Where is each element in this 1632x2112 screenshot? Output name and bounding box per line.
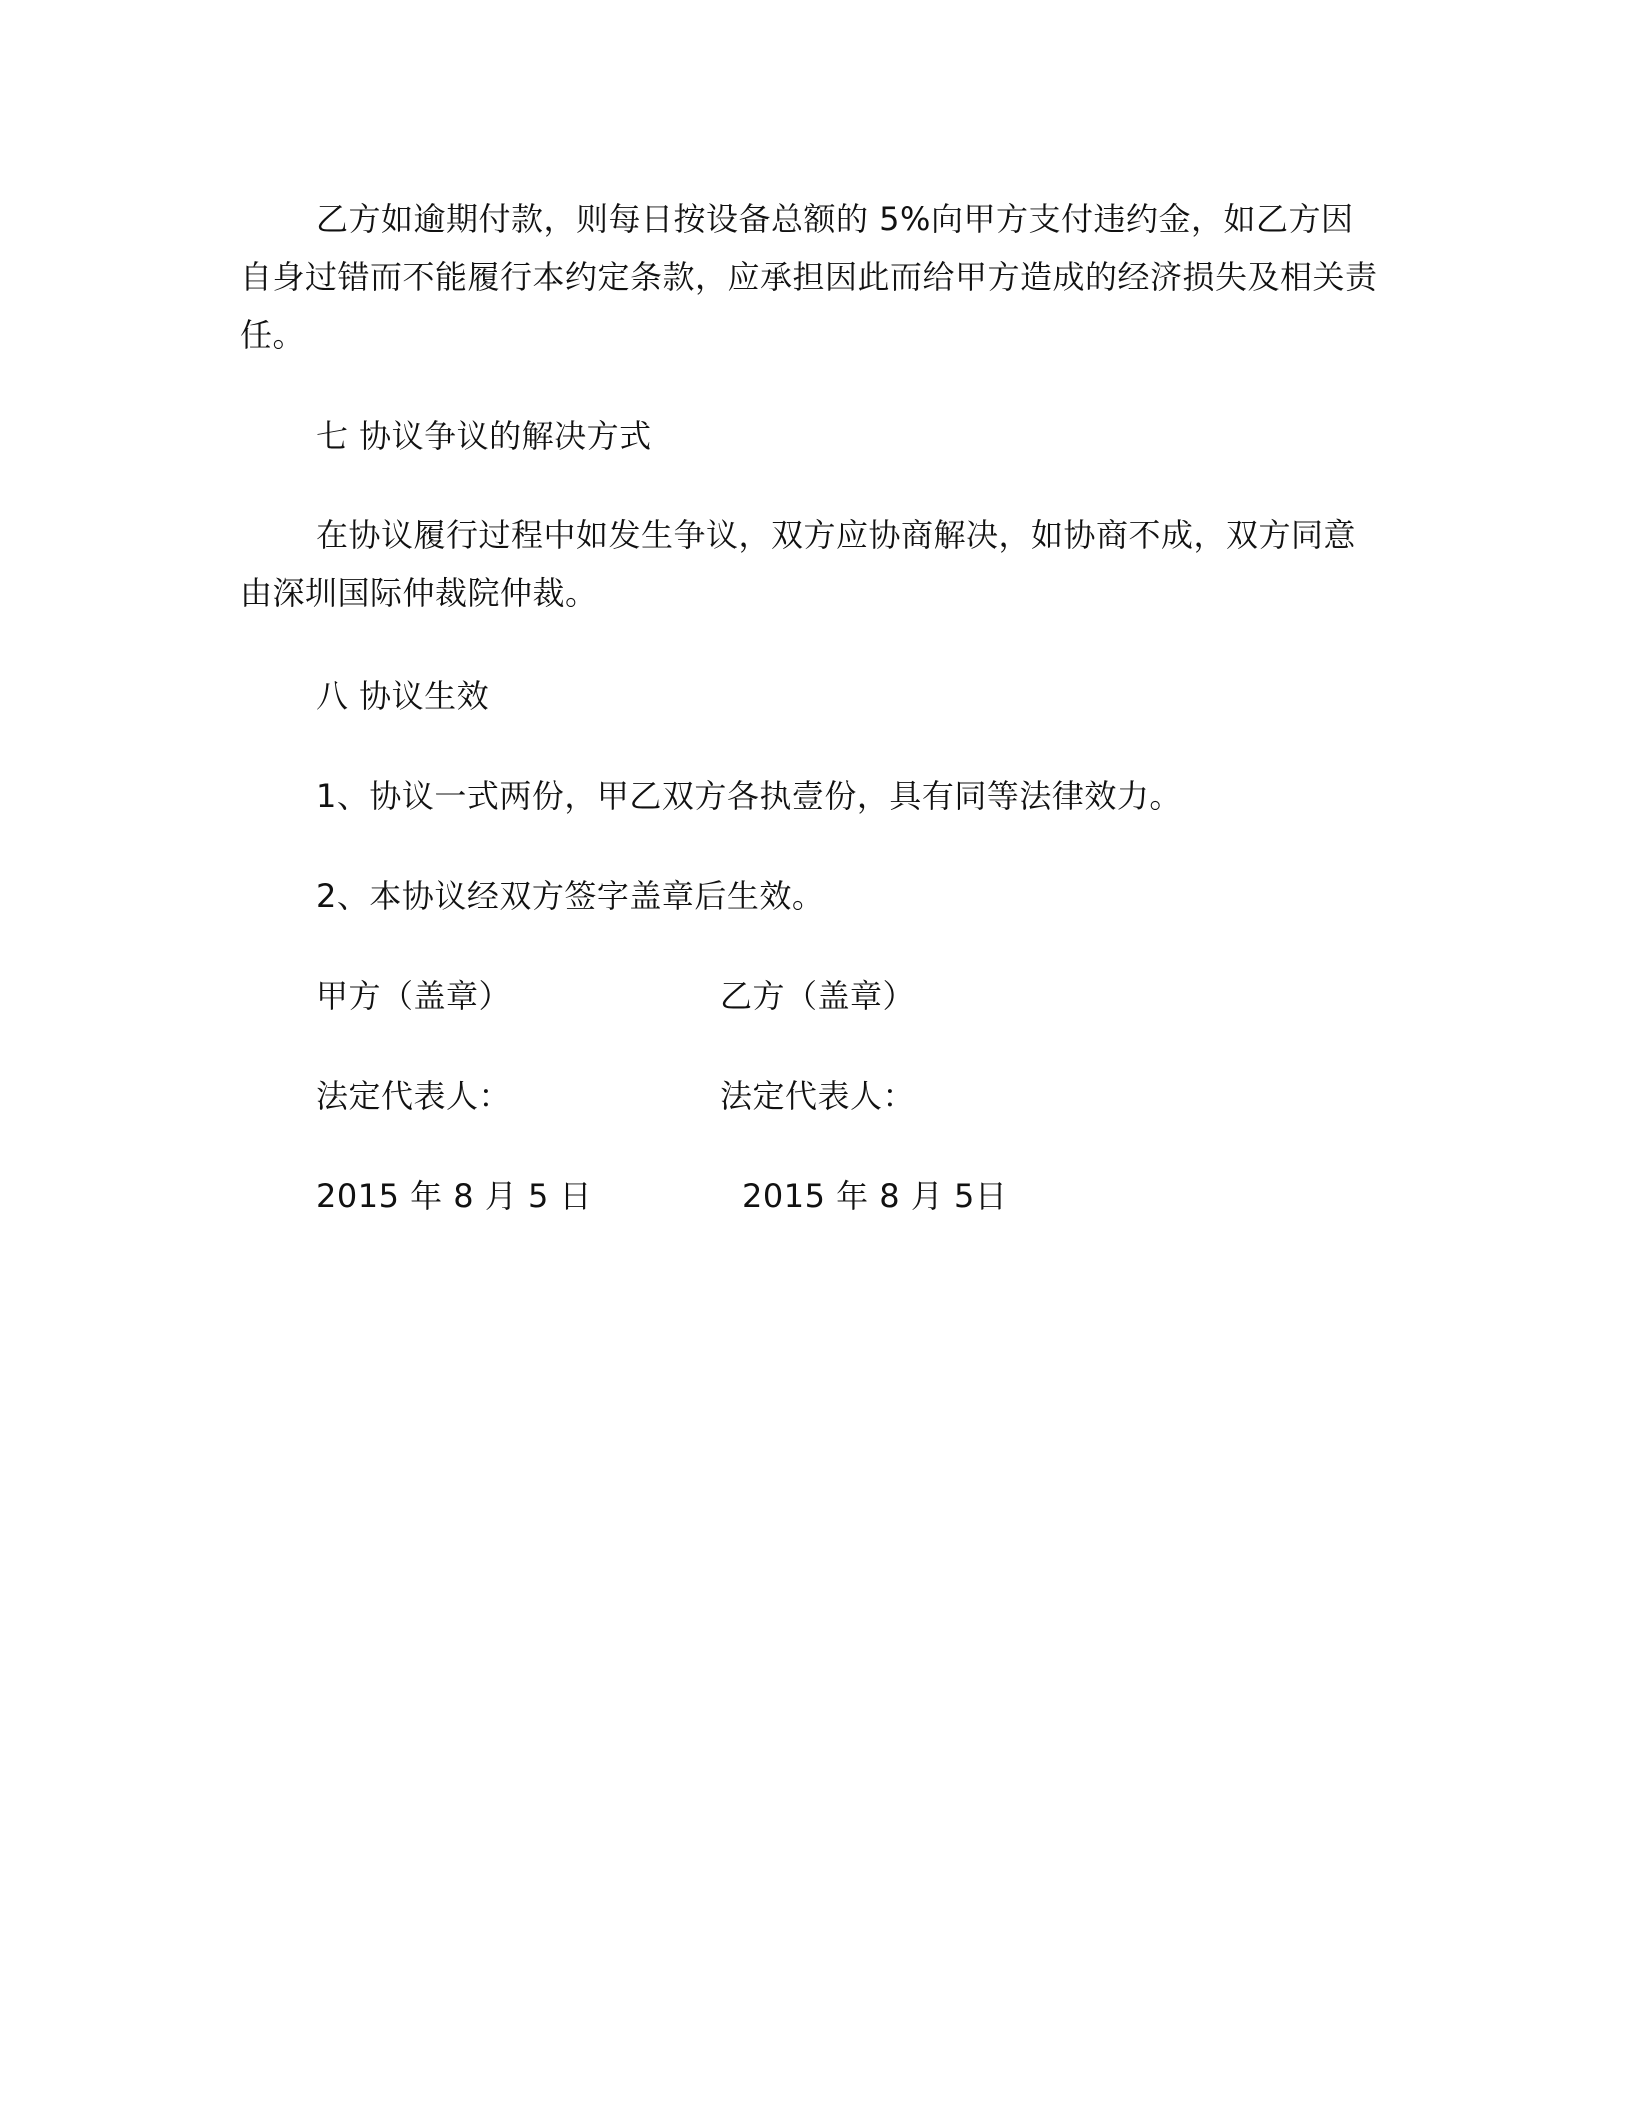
party-a-representative-label: 法定代表人： — [316, 1077, 512, 1115]
party-a-date: 2015 年 8 月 5 日 — [316, 1177, 593, 1215]
party-a-seal-label: 甲方（盖章） — [316, 977, 512, 1015]
section-8-item-2: 2、本协议经双方签字盖章后生效。 — [316, 877, 825, 915]
party-b-seal-label: 乙方（盖章） — [720, 977, 916, 1015]
section-8-item-1: 1、协议一式两份，甲乙双方各执壹份，具有同等法律效力。 — [316, 777, 1182, 815]
section-7-heading: 七 协议争议的解决方式 — [316, 417, 652, 455]
section-7-paragraph: 在协议履行过程中如发生争议，双方应协商解决，如协商不成，双方同意由深圳国际仲裁院仲裁。 — [240, 516, 1357, 612]
section-8-heading: 八 协议生效 — [316, 677, 490, 715]
party-b-representative-label: 法定代表人： — [720, 1077, 916, 1115]
penalty-paragraph: 乙方如逾期付款，则每日按设备总额的 5%向甲方支付违约金，如乙方因自身过错而不能履行本约定条款，应承担因此而给甲方造成的经济损失及相关责任。 — [240, 200, 1378, 354]
party-b-date: 2015 年 8 月 5日 — [742, 1177, 1008, 1215]
